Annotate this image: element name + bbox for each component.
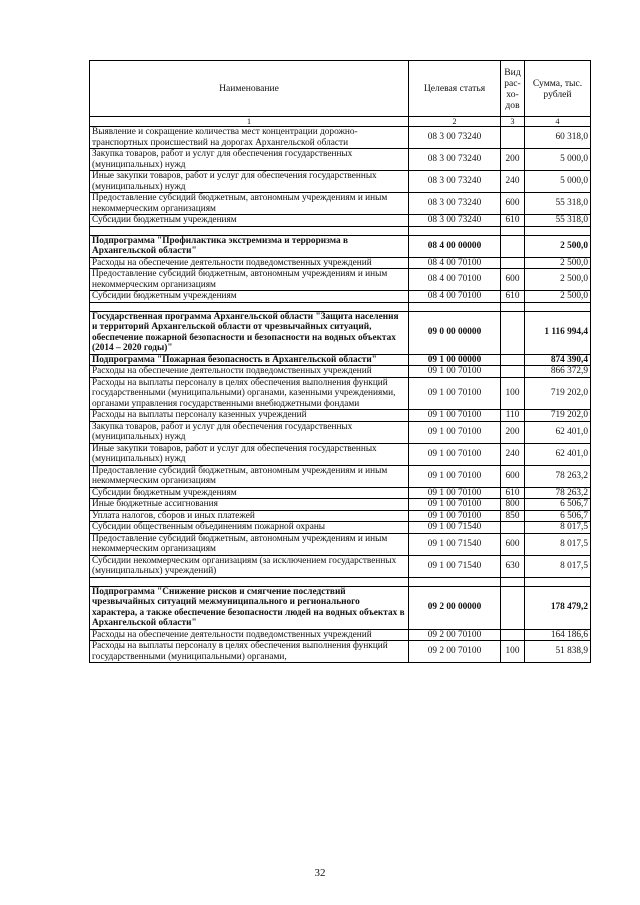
row-name-cell: Расходы на обеспечение деятельности подведомственных учреждений	[90, 257, 409, 269]
row-type-cell	[501, 586, 525, 629]
row-type-cell	[501, 257, 525, 269]
row-sum-cell: 55 318,0	[525, 215, 591, 227]
row-type-cell: 200	[501, 149, 525, 171]
table-row	[90, 421, 591, 443]
empty-cell	[525, 302, 591, 311]
row-code-cell: 09 1 00 70100	[409, 443, 501, 465]
header-code: Целевая статья	[409, 61, 501, 117]
row-type-cell	[501, 366, 525, 378]
row-sum-cell: 8 017,5	[525, 555, 591, 577]
row-type-cell: 240	[501, 443, 525, 465]
budget-table	[89, 60, 591, 663]
row-code-cell: 09 0 00 00000	[409, 311, 501, 354]
row-sum-cell: 62 401,0	[525, 443, 591, 465]
row-name-cell: Расходы на выплаты персоналу в целях обеспечения выполнения функций государственными (муниципальными) органами, казенными учреждениями, органами управления государственными внебюджетными фондами	[90, 377, 409, 410]
row-sum-cell: 2 500,0	[525, 257, 591, 269]
row-type-cell: 850	[501, 510, 525, 522]
row-type-cell	[501, 127, 525, 149]
row-name-cell: Субсидии некоммерческим организациям (за исключением государственных (муниципальных) учреждений)	[90, 555, 409, 577]
table-row	[90, 171, 591, 193]
table-row	[90, 522, 591, 534]
budget-table-body	[90, 61, 591, 663]
row-sum-cell: 6 506,7	[525, 499, 591, 511]
spacer-row	[90, 226, 591, 235]
empty-cell	[409, 302, 501, 311]
row-code-cell: 09 1 00 70100	[409, 410, 501, 422]
table-row	[90, 487, 591, 499]
empty-cell	[525, 577, 591, 586]
row-code-cell: 08 3 00 73240	[409, 193, 501, 215]
row-sum-cell: 719 202,0	[525, 410, 591, 422]
row-code-cell: 09 1 00 71540	[409, 522, 501, 534]
section-row	[90, 235, 591, 257]
row-sum-cell: 8 017,5	[525, 533, 591, 555]
empty-cell	[90, 577, 409, 586]
row-type-cell	[501, 522, 525, 534]
header-name: Наименование	[90, 61, 409, 117]
row-name-cell: Расходы на выплаты персоналу в целях обеспечения выполнения функций государственными (муниципальными) органами,	[90, 641, 409, 663]
row-sum-cell: 60 318,0	[525, 127, 591, 149]
table-row	[90, 127, 591, 149]
row-sum-cell: 78 263,2	[525, 465, 591, 487]
row-type-cell: 600	[501, 193, 525, 215]
row-code-cell: 09 1 00 00000	[409, 354, 501, 366]
row-code-cell: 09 1 00 70100	[409, 487, 501, 499]
empty-cell	[90, 302, 409, 311]
row-type-cell: 600	[501, 465, 525, 487]
row-type-cell: 240	[501, 171, 525, 193]
table-header-row	[90, 61, 591, 117]
row-code-cell: 08 4 00 00000	[409, 235, 501, 257]
row-type-cell: 100	[501, 377, 525, 410]
row-name-cell: Иные закупки товаров, работ и услуг для обеспечения государственных (муниципальных) нужд	[90, 171, 409, 193]
row-sum-cell: 55 318,0	[525, 193, 591, 215]
row-sum-cell: 6 506,7	[525, 510, 591, 522]
row-code-cell: 09 1 00 70100	[409, 366, 501, 378]
row-code-cell: 09 1 00 70100	[409, 465, 501, 487]
table-row	[90, 269, 591, 291]
row-code-cell: 08 4 00 70100	[409, 269, 501, 291]
row-name-cell: Уплата налогов, сборов и иных платежей	[90, 510, 409, 522]
row-sum-cell: 164 186,6	[525, 629, 591, 641]
table-row	[90, 410, 591, 422]
empty-cell	[525, 226, 591, 235]
section-row	[90, 586, 591, 629]
row-code-cell: 09 1 00 71540	[409, 555, 501, 577]
row-type-cell: 110	[501, 410, 525, 422]
row-name-cell: Иные бюджетные ассигнования	[90, 499, 409, 511]
row-code-cell: 09 2 00 70100	[409, 641, 501, 663]
row-sum-cell: 2 500,0	[525, 235, 591, 257]
row-name-cell: Субсидии общественным объединениям пожарной охраны	[90, 522, 409, 534]
row-type-cell: 610	[501, 291, 525, 303]
row-code-cell: 08 4 00 70100	[409, 291, 501, 303]
empty-cell	[501, 577, 525, 586]
row-type-cell: 630	[501, 555, 525, 577]
row-type-cell	[501, 311, 525, 354]
row-name-cell: Государственная программа Архангельской области "Защита населения и территорий Архангельской области от чрезвычайных ситуаций, обеспечение пожарной безопасности и безопасности на водных объектах (2014 – 2020 годы)"	[90, 311, 409, 354]
row-code-cell: 08 3 00 73240	[409, 171, 501, 193]
row-code-cell: 09 1 00 70100	[409, 377, 501, 410]
row-code-cell: 09 2 00 70100	[409, 629, 501, 641]
row-name-cell: Предоставление субсидий бюджетным, автономным учреждениям и иным некоммерческим организациям	[90, 269, 409, 291]
row-sum-cell: 51 838,9	[525, 641, 591, 663]
table-row	[90, 366, 591, 378]
row-code-cell: 08 3 00 73240	[409, 215, 501, 227]
row-name-cell: Выявление и сокращение количества мест концентрации дорожно-транспортных происшествий на дорогах Архангельской области	[90, 127, 409, 149]
row-name-cell: Субсидии бюджетным учреждениям	[90, 291, 409, 303]
row-name-cell: Предоставление субсидий бюджетным, автономным учреждениям и иным некоммерческим организациям	[90, 193, 409, 215]
row-code-cell: 08 3 00 73240	[409, 149, 501, 171]
column-number: 3	[501, 117, 525, 127]
row-name-cell: Предоставление субсидий бюджетным, автономным учреждениям и иным некоммерческим организациям	[90, 533, 409, 555]
row-type-cell	[501, 629, 525, 641]
row-code-cell: 09 2 00 00000	[409, 586, 501, 629]
row-code-cell: 08 3 00 73240	[409, 127, 501, 149]
row-type-cell: 600	[501, 269, 525, 291]
row-type-cell	[501, 354, 525, 366]
row-name-cell: Субсидии бюджетным учреждениям	[90, 487, 409, 499]
table-row	[90, 443, 591, 465]
column-number: 4	[525, 117, 591, 127]
row-type-cell: 600	[501, 533, 525, 555]
section-row	[90, 354, 591, 366]
row-sum-cell: 874 390,4	[525, 354, 591, 366]
empty-cell	[409, 577, 501, 586]
row-sum-cell: 78 263,2	[525, 487, 591, 499]
row-name-cell: Закупка товаров, работ и услуг для обеспечения государственных (муниципальных) нужд	[90, 421, 409, 443]
row-code-cell: 09 1 00 70100	[409, 421, 501, 443]
row-sum-cell: 866 372,9	[525, 366, 591, 378]
table-row	[90, 499, 591, 511]
row-name-cell: Расходы на выплаты персоналу казенных учреждений	[90, 410, 409, 422]
empty-cell	[90, 226, 409, 235]
table-row	[90, 149, 591, 171]
row-sum-cell: 719 202,0	[525, 377, 591, 410]
row-type-cell: 800	[501, 499, 525, 511]
row-type-cell	[501, 235, 525, 257]
row-name-cell: Подпрограмма "Снижение рисков и смягчение последствий чрезвычайных ситуаций межмуниципального и регионального характера, а также обеспечение безопасности людей на водных объектах в Архангельской области"	[90, 586, 409, 629]
page-number: 32	[314, 867, 326, 879]
row-sum-cell: 2 500,0	[525, 291, 591, 303]
spacer-row	[90, 577, 591, 586]
table-row	[90, 257, 591, 269]
table-row	[90, 555, 591, 577]
row-name-cell: Закупка товаров, работ и услуг для обеспечения государственных (муниципальных) нужд	[90, 149, 409, 171]
table-row	[90, 465, 591, 487]
header-type: Вид рас- хо- дов	[501, 61, 525, 117]
table-row	[90, 641, 591, 663]
table-row	[90, 377, 591, 410]
header-sum: Сумма, тыс. рублей	[525, 61, 591, 117]
row-code-cell: 09 1 00 70100	[409, 499, 501, 511]
row-type-cell: 610	[501, 487, 525, 499]
row-code-cell: 09 1 00 70100	[409, 510, 501, 522]
table-row	[90, 533, 591, 555]
row-sum-cell: 62 401,0	[525, 421, 591, 443]
row-type-cell: 610	[501, 215, 525, 227]
spacer-row	[90, 302, 591, 311]
column-number: 1	[90, 117, 409, 127]
row-sum-cell: 178 479,2	[525, 586, 591, 629]
row-name-cell: Предоставление субсидий бюджетным, автономным учреждениям и иным некоммерческим организациям	[90, 465, 409, 487]
row-sum-cell: 5 000,0	[525, 171, 591, 193]
row-name-cell: Подпрограмма "Профилактика экстремизма и терроризма в Архангельской области"	[90, 235, 409, 257]
row-sum-cell: 5 000,0	[525, 149, 591, 171]
column-number: 2	[409, 117, 501, 127]
table-row	[90, 193, 591, 215]
empty-cell	[409, 226, 501, 235]
column-number-row	[90, 117, 591, 127]
row-type-cell: 100	[501, 641, 525, 663]
empty-cell	[501, 302, 525, 311]
empty-cell	[501, 226, 525, 235]
row-sum-cell: 2 500,0	[525, 269, 591, 291]
section-row	[90, 311, 591, 354]
row-code-cell: 08 4 00 70100	[409, 257, 501, 269]
row-sum-cell: 1 116 994,4	[525, 311, 591, 354]
row-name-cell: Субсидии бюджетным учреждениям	[90, 215, 409, 227]
table-row	[90, 291, 591, 303]
row-name-cell: Расходы на обеспечение деятельности подведомственных учреждений	[90, 366, 409, 378]
row-type-cell: 200	[501, 421, 525, 443]
row-code-cell: 09 1 00 71540	[409, 533, 501, 555]
table-row	[90, 215, 591, 227]
table-row	[90, 510, 591, 522]
row-name-cell: Расходы на обеспечение деятельности подведомственных учреждений	[90, 629, 409, 641]
row-name-cell: Подпрограмма "Пожарная безопасность в Архангельской области"	[90, 354, 409, 366]
row-sum-cell: 8 017,5	[525, 522, 591, 534]
table-row	[90, 629, 591, 641]
row-name-cell: Иные закупки товаров, работ и услуг для обеспечения государственных (муниципальных) нужд	[90, 443, 409, 465]
